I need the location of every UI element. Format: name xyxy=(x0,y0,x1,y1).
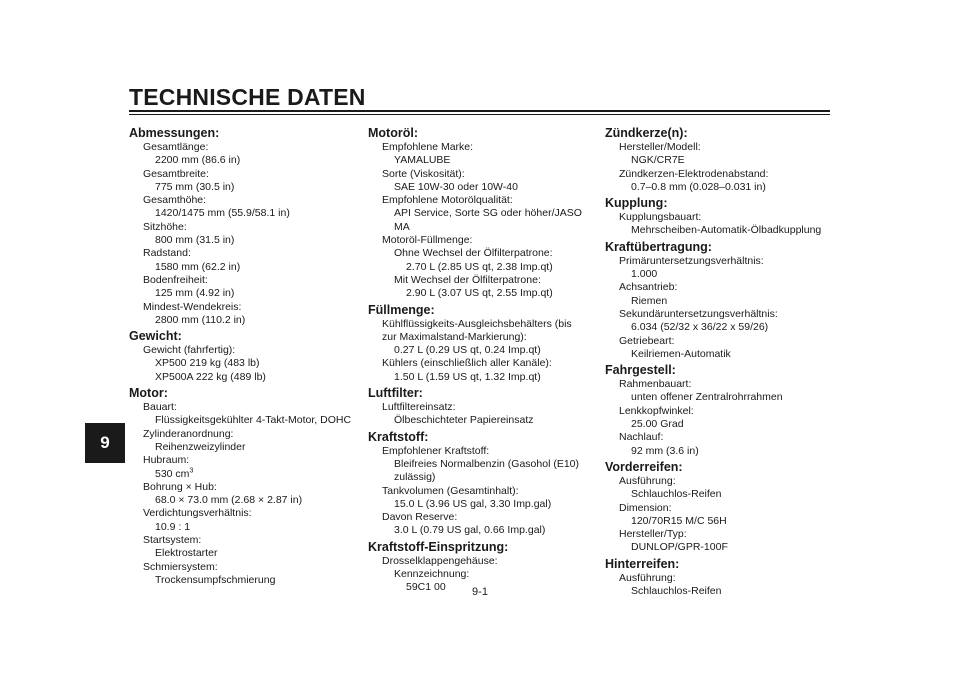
spec-label: Bohrung × Hub: xyxy=(143,480,217,493)
spec-column-1 xyxy=(129,124,359,587)
spec-label: Gesamtlänge: xyxy=(143,141,209,153)
spec-value: DUNLOP/GPR-100F xyxy=(631,541,728,554)
spec-label: Motoröl-Füllmenge: xyxy=(382,234,473,247)
hubraum-value: 530 cm xyxy=(155,467,190,480)
spec-label: Gewicht (fahrfertig): xyxy=(143,344,236,357)
spec-value: Bleifreies Normalbenzin (Gasohol (E10) zulässig) xyxy=(394,457,579,484)
section-title-motoroel: Motoröl: xyxy=(368,126,418,140)
spec-label: Bodenfreiheit: xyxy=(143,273,208,286)
spec-label: Sekundäruntersetzungsverhältnis: xyxy=(619,307,778,320)
spec-label: Empfohlene Motorölqualität: xyxy=(382,194,513,207)
page-number: 9-1 xyxy=(472,586,488,598)
section-title-kraftstoff: Kraftstoff: xyxy=(368,429,429,444)
spec-sublabel: Ohne Wechsel der Ölfilterpatrone: xyxy=(394,247,553,260)
spec-label: Hubraum: xyxy=(143,454,190,467)
spec-value: 2800 mm (110.2 in) xyxy=(155,313,246,326)
section-title-fahrgestell: Fahrgestell: xyxy=(605,363,676,378)
spec-value: unten offener Zentralrohrrahmen xyxy=(631,391,783,404)
spec-value: Mehrscheiben-Automatik-Ölbadkupplung xyxy=(631,224,822,237)
spec-value: 1.000 xyxy=(631,268,658,281)
spec-value: 92 mm (3.6 in) xyxy=(631,444,699,457)
spec-value: 775 mm (30.5 in) xyxy=(155,180,235,193)
spec-value: Ölbeschichteter Papiereinsatz xyxy=(394,414,534,427)
spec-label: Hersteller/Typ: xyxy=(619,528,687,541)
spec-label: Hersteller/Modell: xyxy=(619,141,701,153)
spec-label: Luftfiltereinsatz: xyxy=(382,401,456,414)
spec-value: 125 mm (4.92 in) xyxy=(155,287,235,300)
spec-value: XP500 219 kg (483 lb) xyxy=(155,357,260,370)
section-title-motor: Motor: xyxy=(129,386,168,401)
spec-label: Dimension: xyxy=(619,501,672,514)
section-title-abmessungen: Abmessungen: xyxy=(129,126,220,140)
spec-label: Radstand: xyxy=(143,247,191,260)
spec-label: Empfohlene Marke: xyxy=(382,141,474,153)
title-rule xyxy=(129,110,830,112)
spec-label: Empfohlener Kraftstoff: xyxy=(382,444,490,457)
spec-label: Gesamthöhe: xyxy=(143,194,207,207)
spec-value: Schlauchlos-Reifen xyxy=(631,585,722,598)
spec-label: Primäruntersetzungsverhältnis: xyxy=(619,254,764,267)
spec-label: Bauart: xyxy=(143,401,177,414)
hubraum-exponent: 3 xyxy=(189,467,194,475)
spec-value: 2200 mm (86.6 in) xyxy=(155,154,241,167)
spec-label: Verdichtungsverhältnis: xyxy=(143,507,252,520)
spec-label: Getriebeart: xyxy=(619,334,675,347)
spec-column-3 xyxy=(605,124,835,598)
spec-label: Ausführung: xyxy=(619,474,676,487)
spec-value-hubraum xyxy=(129,468,359,481)
spec-label: Lenkkopfwinkel: xyxy=(619,404,694,417)
section-title-fuellmenge: Füllmenge: xyxy=(368,302,435,317)
spec-value: 3.0 L (0.79 US gal, 0.66 Imp.gal) xyxy=(394,524,546,537)
section-title-kraftuebertragung: Kraftübertragung: xyxy=(605,239,712,254)
spec-value: 120/70R15 M/C 56H xyxy=(631,514,727,527)
title-rule-thin xyxy=(129,114,830,115)
spec-label: Zylinderanordnung: xyxy=(143,427,234,440)
spec-label: Gesamtbreite: xyxy=(143,167,209,180)
spec-label: Schmiersystem: xyxy=(143,560,218,573)
section-title-vorderreifen: Vorderreifen: xyxy=(605,459,683,474)
spec-sublabel: Mit Wechsel der Ölfilterpatrone: xyxy=(394,273,541,286)
spec-label: Rahmenbauart: xyxy=(619,378,692,391)
spec-label: Davon Reserve: xyxy=(382,511,458,524)
section-title-gewicht: Gewicht: xyxy=(129,329,182,344)
spec-label: Kühlers (einschließlich aller Kanäle): xyxy=(382,357,552,370)
spec-value: NGK/CR7E xyxy=(631,154,685,167)
section-title-kupplung: Kupplung: xyxy=(605,196,668,211)
spec-label: Tankvolumen (Gesamtinhalt): xyxy=(382,484,519,497)
section-title-zuendkerze: Zündkerze(n): xyxy=(605,126,688,140)
spec-value: 68.0 × 73.0 mm (2.68 × 2.87 in) xyxy=(155,494,303,507)
section-title-einspritzung: Kraftstoff-Einspritzung: xyxy=(368,539,509,554)
spec-label: Zündkerzen-Elektrodenabstand: xyxy=(619,167,769,180)
spec-value: 15.0 L (3.96 US gal, 3.30 Imp.gal) xyxy=(394,497,552,510)
spec-label: Nachlauf: xyxy=(619,431,664,444)
spec-value: 59C1 00 xyxy=(406,581,446,594)
spec-value: 1.50 L (1.59 US qt, 1.32 Imp.qt) xyxy=(394,370,541,383)
section-title-luftfilter: Luftfilter: xyxy=(368,386,423,401)
spec-value: 0.27 L (0.29 US qt, 0.24 Imp.qt) xyxy=(394,344,541,357)
spec-value: SAE 10W-30 oder 10W-40 xyxy=(394,180,518,193)
spec-value: Trockensumpfschmierung xyxy=(155,573,276,586)
spec-label: Sorte (Viskosität): xyxy=(382,167,465,180)
spec-label: Achsantrieb: xyxy=(619,281,678,294)
spec-value: Schlauchlos-Reifen xyxy=(631,488,722,501)
page-title: TECHNISCHE DATEN xyxy=(129,84,366,110)
spec-sublabel: Kennzeichnung: xyxy=(394,568,470,581)
spec-column-2 xyxy=(368,124,600,595)
spec-label: Ausführung: xyxy=(619,571,676,584)
spec-value: Riemen xyxy=(631,294,668,307)
spec-value: 25.00 Grad xyxy=(631,418,684,431)
spec-label: Mindest-Wendekreis: xyxy=(143,300,242,313)
spec-value: Elektrostarter xyxy=(155,547,218,560)
spec-value: 10.9 : 1 xyxy=(155,520,191,533)
section-title-hinterreifen: Hinterreifen: xyxy=(605,556,680,571)
spec-value: 800 mm (31.5 in) xyxy=(155,234,235,247)
chapter-tab: 9 xyxy=(85,423,125,463)
spec-label: Startsystem: xyxy=(143,534,202,547)
spec-value: XP500A 222 kg (489 lb) xyxy=(155,370,266,383)
spec-label: Kühlflüssigkeits-Ausgleichsbehälters (bis zur Maximalstand-Markierung): xyxy=(382,317,572,343)
spec-value: 1580 mm (62.2 in) xyxy=(155,260,241,273)
spec-value: 2.70 L (2.85 US qt, 2.38 Imp.qt) xyxy=(406,260,553,273)
spec-value: Flüssigkeitsgekühlter 4-Takt-Motor, DOHC xyxy=(155,414,352,427)
spec-label: Drosselklappengehäuse: xyxy=(382,554,498,567)
spec-value: Keilriemen-Automatik xyxy=(631,347,731,360)
spec-label: Sitzhöhe: xyxy=(143,220,187,233)
spec-value: API Service, Sorte SG oder höher/JASO MA xyxy=(394,207,582,233)
spec-value: 2.90 L (3.07 US qt, 2.55 Imp.qt) xyxy=(406,287,553,300)
spec-value: 0.7–0.8 mm (0.028–0.031 in) xyxy=(631,180,766,193)
spec-value: 1420/1475 mm (55.9/58.1 in) xyxy=(155,207,290,220)
spec-value: Reihenzweizylinder xyxy=(155,440,246,453)
spec-label: Kupplungsbauart: xyxy=(619,211,702,224)
spec-value: 6.034 (52/32 x 36/22 x 59/26) xyxy=(631,321,769,334)
spec-value: YAMALUBE xyxy=(394,154,451,167)
